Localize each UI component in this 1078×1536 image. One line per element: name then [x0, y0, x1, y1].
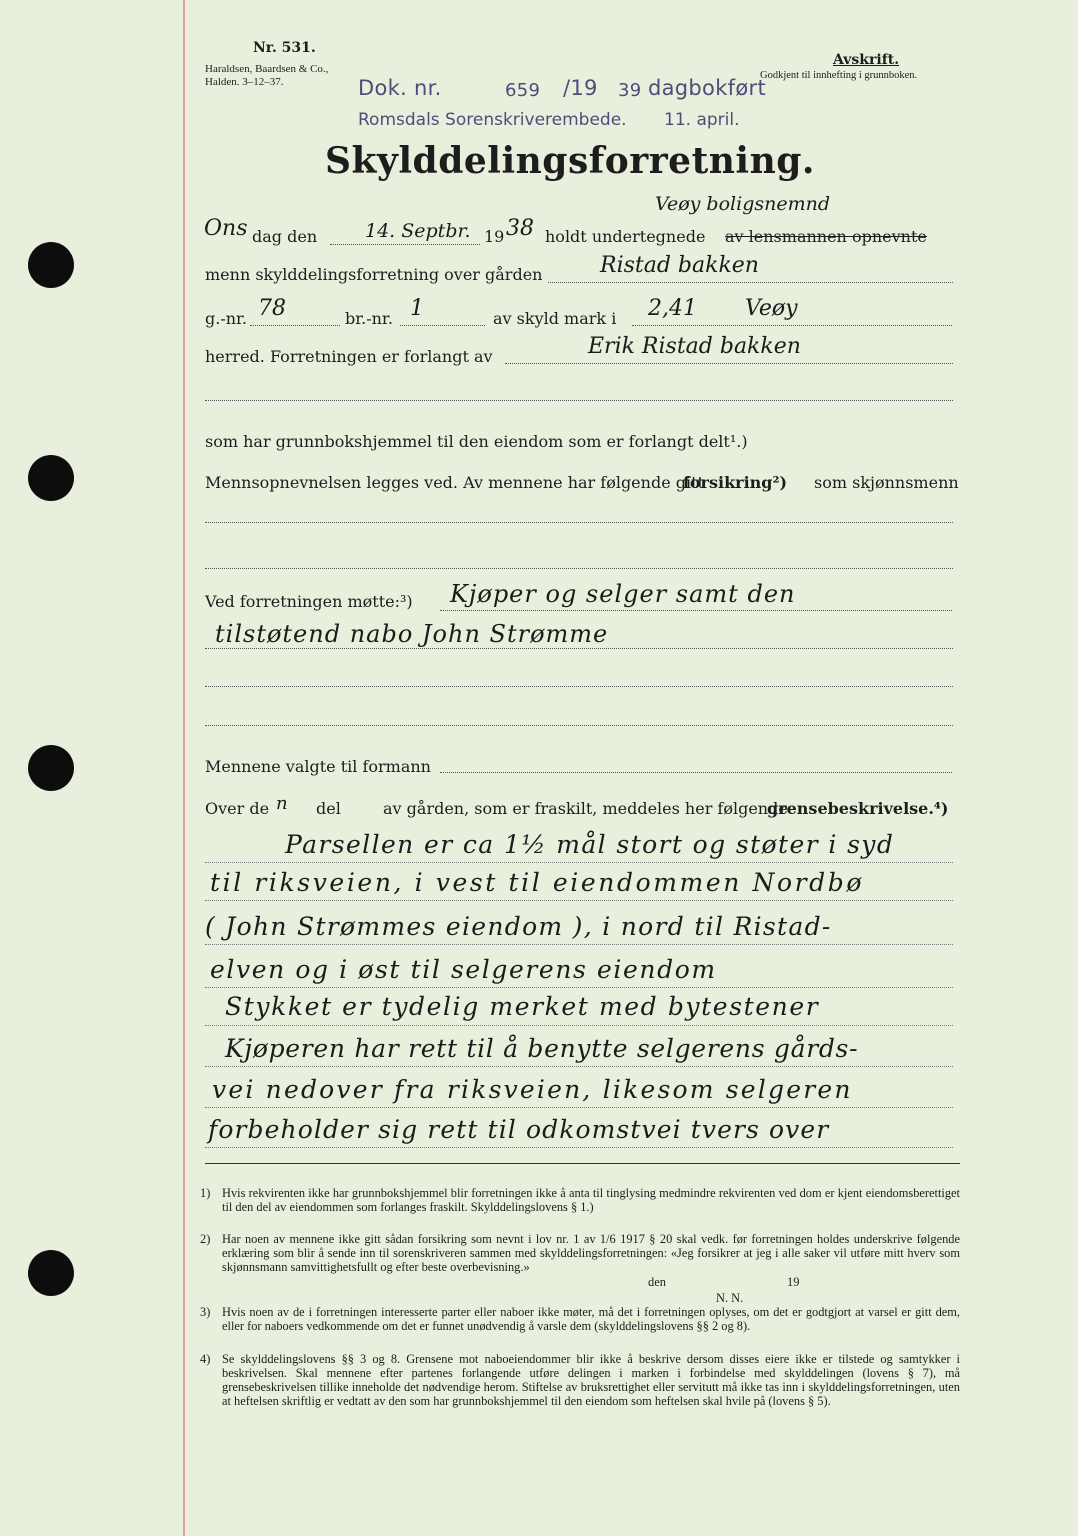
menn-text: menn skylddelingsforretning over gården — [205, 265, 543, 284]
year-handwritten: 38 — [506, 216, 534, 241]
description-rule — [205, 862, 953, 863]
formann-fill-line — [440, 772, 952, 773]
struck-text: av lensmannen opnevnte — [725, 227, 927, 246]
mote-handwritten-1: Kjøper og selger samt den — [450, 580, 796, 608]
footnote-2 — [200, 1232, 960, 1274]
brnr-fill-line — [400, 325, 485, 326]
description-line: forbeholder sig rett til odkomstvei tvers over — [208, 1115, 830, 1144]
footnote-number: 4) — [200, 1352, 211, 1366]
over-text: Over de — [205, 799, 270, 818]
over-handwritten: n — [276, 793, 288, 814]
brnr-handwritten: 1 — [410, 296, 424, 321]
description-line: Kjøperen har rett til å benytte selgerens gårds- — [225, 1034, 859, 1063]
footnote-1 — [200, 1186, 960, 1214]
form-number: Nr. 531. — [253, 40, 316, 56]
footnote-2-year: 19 — [787, 1275, 800, 1289]
forsikring-text: forsikring²) — [683, 473, 788, 492]
printer-line-2: Halden. 3–12–37. — [205, 76, 284, 88]
punch-hole-icon — [28, 455, 74, 501]
description-line: vei nedover fra riksveien, likesom selgeren — [212, 1075, 853, 1104]
punch-hole-icon — [28, 1250, 74, 1296]
gnr-label: g.-nr. — [205, 309, 248, 328]
footnote-4 — [200, 1352, 960, 1408]
description-rule — [205, 1147, 953, 1148]
date-fill-line — [330, 244, 480, 245]
stamp-year-prefix: /19 — [563, 76, 598, 100]
stamp-dagbokfort: dagbokført — [648, 76, 766, 100]
footnote-number: 1) — [200, 1186, 211, 1200]
footnote-text: Hvis noen av de i forretningen interesserte parter eller naboer ikke møter, må det i forretningen oplyses, om det er godtgjort at varsel er gitt dem, eller for naboers vedkommende om det er funnet unødvendig å varsle dem (skylddelingslovens §§ 2 og 8). — [222, 1305, 960, 1333]
document-title: Skylddelingsforretning. — [325, 140, 815, 182]
description-rule — [205, 1066, 953, 1067]
date-handwritten: 14. Septbr. — [365, 220, 471, 242]
formann-text: Mennene valgte til formann — [205, 757, 431, 776]
description-line: Parsellen er ca 1½ mål stort og støter i syd — [285, 830, 895, 859]
committee-handwritten: Veøy boligsnemnd — [655, 193, 830, 215]
mote-fill-line — [440, 610, 952, 611]
footnote-separator — [205, 1163, 960, 1164]
footnote-number: 2) — [200, 1232, 211, 1246]
del-text: del — [316, 799, 341, 818]
mote-label: Ved forretningen møtte:³) — [205, 592, 413, 611]
description-rule — [205, 944, 953, 945]
footnote-text: Se skylddelingslovens §§ 3 og 8. Grensene mot naboeiendommer blir ikke å beskrive dersom disses eiere ikke er tilstede og samtykker i beskrivelsen. Skal mennene efter partenes forlangende utføre delingen i marken i forbindelse med skylddelingen (lovens § 7), må grensebeskrivelsen tillike inneholde det nødvendige herom. Stiftelse av bruksrettighet eller servitutt må ikke tas inn i skylddelingsforretningen, uten at heftelsen skriftlig er vedtatt av den som har grunnbokshjemmel til den eiendom som heftelsen skal hvile på (lovens § 5). — [222, 1352, 960, 1408]
blank-fill-line — [205, 522, 953, 523]
holdt-text: holdt undertegnede — [545, 227, 706, 246]
skyld-label: av skyld mark i — [493, 309, 617, 328]
stamp-date: 11. april. — [664, 110, 740, 130]
requester-fill-line — [505, 363, 953, 364]
brnr-label: br.-nr. — [345, 309, 393, 328]
skyld-fill-line — [632, 325, 952, 326]
description-line: til riksveien, i vest til eiendommen Nordbø — [210, 868, 865, 897]
stamp-dok-label: Dok. nr. — [358, 76, 442, 100]
copy-label: Avskrift. — [833, 52, 900, 68]
farm-handwritten: Ristad bakken — [600, 253, 759, 278]
farm-fill-line — [548, 282, 953, 283]
footnote-text: Har noen av mennene ikke gitt sådan forsikring som nevnt i lov nr. 1 av 1/6 1917 § 20 skal vedk. før forretningen holdes underskrive følgende erklæring som blir å sende inn til sorenskriveren sammen med skylddelingsforretningen: «Jeg forsikrer at jeg i alle saker vil utføre mitt hverv som skjønnsmann samvittighetsfullt og efter beste overbevisning.» — [222, 1232, 960, 1274]
printer-line-1: Haraldsen, Baardsen & Co., — [205, 63, 329, 75]
footnote-text: Hvis rekvirenten ikke har grunnbokshjemmel blir forretningen ikke å anta til tinglysing medmindre rekvirenten ved dom er kjent eiendomsberettiget til den del av eiendommen som forlanges fraskilt. Skylddelingslovens § 1.) — [222, 1186, 960, 1214]
blank-fill-line — [205, 648, 953, 649]
description-line: Stykket er tydelig merket med bytestener — [225, 992, 820, 1021]
herred-text: herred. Forretningen er forlangt av — [205, 347, 493, 366]
blank-fill-line — [205, 568, 953, 569]
grunnbok-text: som har grunnbokshjemmel til den eiendom som er forlangt delt¹.) — [205, 432, 748, 451]
year-prefix: 19 — [484, 227, 505, 246]
requester-handwritten: Erik Ristad bakken — [588, 334, 801, 359]
description-rule — [205, 987, 953, 988]
skjonnsmenn-text: som skjønnsmenn — [814, 473, 959, 492]
kommune-handwritten: Veøy — [745, 296, 798, 321]
blank-fill-line — [205, 725, 953, 726]
mote-handwritten-2: tilstøtend nabo John Strømme — [215, 620, 609, 648]
blank-fill-line — [205, 400, 953, 401]
red-margin-line — [183, 0, 185, 1536]
stamp-year-suffix: 39 — [618, 80, 642, 101]
footnote-number: 3) — [200, 1305, 211, 1319]
gnr-fill-line — [250, 325, 340, 326]
punch-hole-icon — [28, 242, 74, 288]
description-rule — [205, 1107, 953, 1108]
skyld-handwritten: 2,41 — [648, 296, 697, 321]
approval-note: Godkjent til innhefting i grunnboken. — [760, 70, 918, 81]
footnote-2-den: den — [648, 1275, 666, 1289]
description-rule — [205, 1025, 953, 1026]
stamp-office: Romsdals Sorenskriverembede. — [358, 110, 627, 130]
gnr-handwritten: 78 — [258, 296, 286, 321]
dag-den-label: dag den — [252, 227, 318, 246]
punch-hole-icon — [28, 745, 74, 791]
description-rule — [205, 900, 953, 901]
blank-fill-line — [205, 686, 953, 687]
mennsopnevnelse-text: Mennsopnevnelsen legges ved. Av mennene har følgende gitt — [205, 473, 704, 492]
footnote-3 — [200, 1305, 960, 1333]
weekday-handwritten: Ons — [204, 216, 248, 241]
grensebeskrivelse-text: grensebeskrivelse.⁴) — [767, 799, 949, 818]
description-line: elven og i øst til selgerens eiendom — [210, 955, 717, 984]
gaarden-text: av gården, som er fraskilt, meddeles her følgende — [383, 799, 788, 818]
stamp-dok-number: 659 — [505, 80, 541, 101]
footnote-2-nn: N. N. — [716, 1291, 744, 1305]
description-line: ( John Strømmes eiendom ), i nord til Ristad- — [205, 912, 832, 941]
